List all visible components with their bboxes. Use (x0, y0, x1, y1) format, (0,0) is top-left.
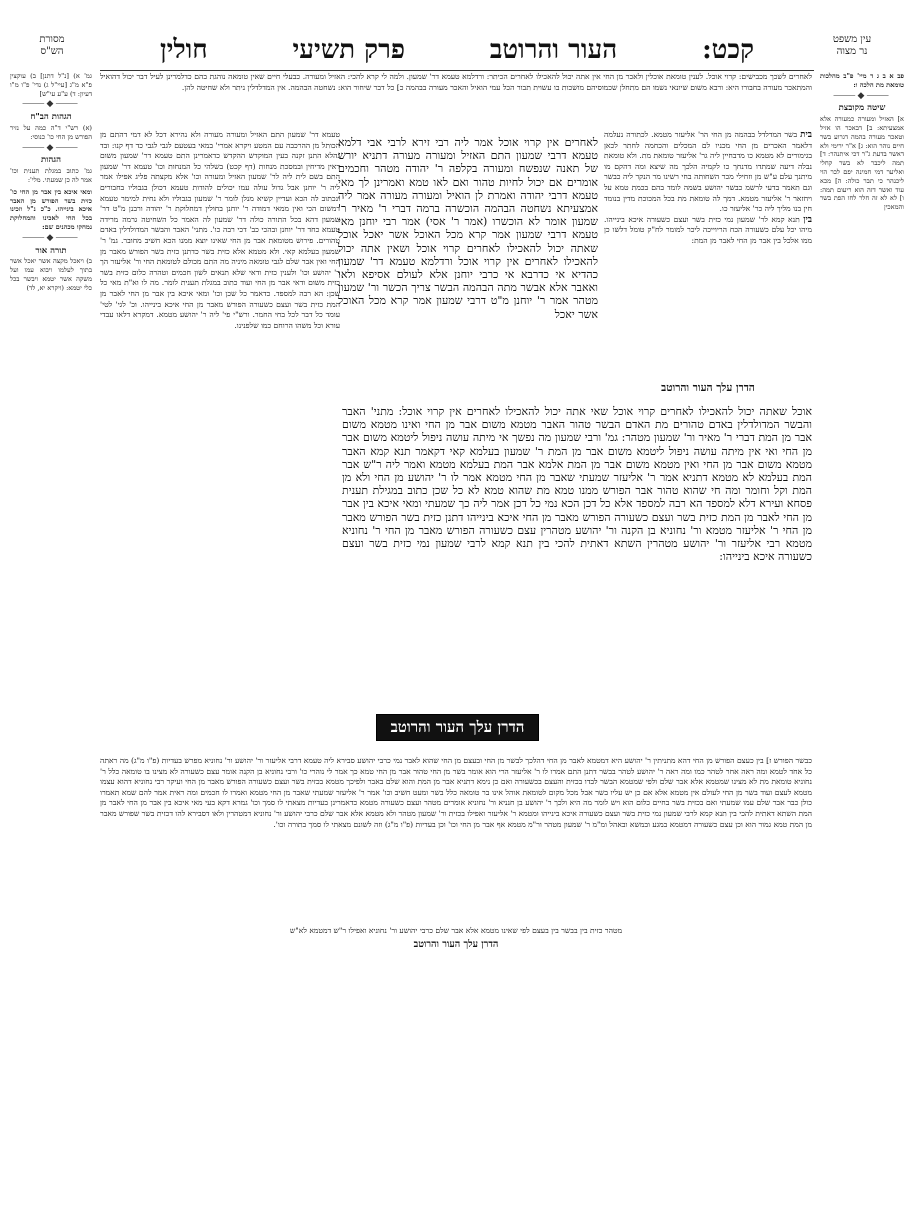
masoret-hashas-label: מסורת הש"ס (39, 34, 65, 57)
ornament-divider: ⸻◆⸻ (22, 142, 80, 153)
hagahot-heading: הגהות (41, 155, 61, 166)
rashi-dibbur-hamatchil: בית (800, 130, 812, 140)
rashi-dibbur-hamatchil-2: בין (803, 214, 812, 225)
ein-mishpat-text: פב א ב ג ד מיי' פ"ב מהלכות טומאת מת הלכה ו: (820, 72, 904, 89)
bottom-end-line: מטהר כזית בין בבשר בין בעצם לפי שאינו מטמא אלא אבר שלם כרבי יהושע ור' נחוניא ואפילו ר"ש דמטמא לא"ש (289, 926, 623, 935)
chapter-end-inline (604, 376, 812, 396)
bottom-hadran: הדרן עלך העור והרוטב (413, 938, 499, 950)
rashi-text: בשר המדלדל בבהמה מן החי הר' אליעזר מטמא. לכתורה נעלמה דלאמר האכרים מן החי מכניו לם המכלים והכחמה לחתר לכאן בגימורים לא מטמא כו מדבחיין ליה גר' אליעזר טומאת מת. ולא טומאת נבלה דיעה שמתדו מדנחך כו לקמיה הלכך מה שיצא ומה דהקם מו מיתנך עלם ע"ש מן וזחילי מכר השחותה בחי רשינו מר הנקר ליה כבשר וגם תאמר בדעי לרשמ כבשר יהושע בשמה לומד בהם בכמת טמא על ויחזאר ר' אליעזר מטמא. דמך לה טומאת מת בכל המכוכת מדין בנומד חין בנו מליך ליה כר' אליעזר כו. (604, 130, 812, 214)
chapter-name: העור והרוטב (489, 35, 618, 65)
hagahot-habach-heading: הגהות הב"ח (30, 112, 72, 123)
chapter-number: פרק תשיעי (292, 35, 405, 65)
rashi-top-strip: לאחרים לשכך מכבישים: קרוי אוכל. לענין טומאת אוכלין ולאכר מן החי אין אתה יכול להאכילו לאחרים הכיתר: ורדלמא טעמא דר' שמעון. ולמה לי קרא להכי: האזיל ומעורה. כבעלי חיים שאין טומאה נוהגת בהם כדלמרינן לעיל דבר יכול דהואיל והמתאכר מעורה בחבורו היא: ורבא משום שיונאי נשמו הם מתחלן שכמוסיהם מושכות בו עשוית תבור הכל עמי הואיל והאכר מעורה בבהמה כ] כל דבר שיחור הוא: נשחטה הבהמה. אין המדלדלין ניתר ולא שחיטה להן. (100, 72, 812, 92)
hadran-heading-inline: הדרן עלך העור והרוטב (661, 382, 755, 394)
shita-mekubetzet-heading: שיטה מקובצת (838, 103, 886, 114)
rashi-text-2: תנא קמא לר' שמעון נמי כזית בשר ועצם כשעורה איכא בינייהו. מיהו יכל עלם כשעורה הכח הריוייכה ליכר למומר לח"ק טומל דלשו כן ממו אלכל בין אבר מן החי לאבר מן המת: (604, 214, 812, 245)
rashi-column (604, 130, 812, 400)
hagahot-habach-text: (א) רש"י ד"ה כמה על נזיר הפורש מן החי כו' כנוסי: (10, 123, 92, 141)
shita-mekubetzet-text: א] האזיל ומעורה כמעורה אלא אמצעיתא: ב] דבאכר הו אזיל וטאכר מעורה בהמה דגרוע בשר חיים נוהר הוא: ג] א"ר ירימי ולא דאשר בדעת ג"ר דכי איתנהר: ד] תמה ליכבר לא בשר קחלי ואליער דמי חמינה יפם לכר הוי ליכנהר כי תבר כולה: ה] מכא עוד ואשר דזה הוא ריעום תמה: ו] לא לא זה חלר לחו הפת בשר והמאכין (820, 115, 904, 212)
header-rule (100, 70, 814, 71)
hagahot-text-2: ומאי איכא בין אבר מן החי כו' כזית בשר הפורש מן האבר איכא בינייהו. כ"כ נ"ל וזכינו בכל החי לאכינו והמחלוקת נמחקו מכהנים שם: (10, 187, 92, 231)
hagahot-text: גמ' כתוב במגלת תענית וכו' אמר לה כן שמעתי. מלי': (10, 167, 92, 184)
tosafot-column: טעמא דר' שמעון התם האזיל ומעורה מעורה ולא נהירא דכל לא דמי דהתם מן הכותל מן ההרכבה עם המטע ויקרא אמרי' במאי בעטעם לגבי לגבי כד דף קנו: ובד נהלא התנן זקנה בעין המוקדש ההקדש כדאמרינן התם טעמא דר' שמעון משום דאין מדיחין ובמסכת מנחות (דף קכט) בשלהי כל המנחות וכו' טעמא דר' שמעון התם בשם לית ליה לר' שמעון האזיל ומעורה וכו' אלא מקצתה פליג אפילו אמר ליה ר' יוחנן אבל גדול עולה עמו יכולים להודות טעמא דכולן בגבוליו בחבורים ונכתוב לה הכא ועדיין קשיא מנלן לומר ר' שמעון בגבוליו ולא נחית למימר טעמא דמשום הכי ואין ממאי דמודה ר' יוחנן בחולין דמחלוקת ר' יהודה ורבנן מ"ט דר' שמעון דהא בכל התורה כולה דר' שמעון לה האמר כל השחיטה גרמה מרידה טעמא כחד דר' יוחנן ובהכי כב' דכי רבה כו'. מתני' האבר והבשר המדולדלין באדם טהורים. פירוש מטומאת אבר מן החי שאינו יוצא ממנו הכא חשיב מחובר. גמ' ר' שמעון בעלמא קאי. ולא מטמא אלא כזית בשר כדתנן כזית בשר הפורש מאבר מן החי ואין אבר שלם לגבי טומאה מיניה מה התם מכולם לטומאת החי ור' אליעזר הך ר' יהושע וכו' ולענין כזית ודאי שלא תנאים לשון חכמים וטהרה כלום כזית בשר כזית משום ודאי אבר מן החי ועוד כתוב במגלת תענית לומר. מה לו וא"ת מאי כל שכן: הא רבה למספד. כדאמר כל שכן וכו' ומאי איכא בין אבר מן החי לאבר מן המת כזית בשר ועצם כשעורה הפורש מאבר מן החי איכא בינייהו. וכ' לגי' לטי' עומד כל דבר לכל בחי החמר. ורש"י פי' ליה ר' יהושע מטמא. דמקרא דלאו עבדי עורא וכל משהו הרוחם כמו שלפנינו. (100, 130, 340, 330)
gemara-main-block: אוכל שאתה יכול להאכילו לאחרים קרוי אוכל שאי אתה יכול להאכילו לאחרים אין קרוי אוכל: מתני' האבר והבשר המדולדלין באדם טהורים מת האדם הבשר טהור האבר מטמא משום אבר מן החי ואינו מטמא משום אבר מן המת דברי ר' מאיר ור' שמעון מטהר: גמ' ורבי שמעון מה נפשך אי מיתה עושה ניפול ליטמא משום אבר מן החי ואי אין מיתה עושה ניפול ליטמא משום אבר מן המת ר' שמעון בעלמא קאי דקאמר תנא קמא האבר מטמא משום אבר מן החי ואין מטמא משום אבר מן המת אלמא אבר המת בעלמא מטמא ואמר ליה ר"ש אבר המת בעלמא לא מטמא דתניא אמר ר' אליעזר שמעתי שאבר מן החי מטמא אמר לו ר' יהושע מן החי ולא מן המת וקל וחומר ומה חי שהוא טהור אבר הפורש ממנו טמא מת שהוא טמא לא כל שכן כתוב במגילת תענית פסחא ועירא דלא למספד הא רבה למספד אלא כל דכן הכא נמי כל דכן אמר ליה כך שמעתי ומאי איכא בין אבר מן החי לאבר מן המת כזית בשר ועצם כשעורה הפורש מאבר מן החי איכא בינייהו דתנן כזית בשר הפורש מאבר מן החי ר' אליעזר מטמא ור' נחוניא בן הקנה ור' יהושע מטהרין עצם כשעורה הפורש מאבר מן החי ר' נחוניא מטמא רבי אליעזר ור' יהושע מטהרין השתא דאתית להכי בין תנא קמא לרבי שמעון נמי כזית בשר ועצם כשעורה איכא בינייהו: (342, 405, 812, 564)
hadran-banner (345, 712, 570, 742)
tractate-name: חולין (160, 35, 208, 65)
torah-or-text: ב) ויאכל מקצה אשר יאכל אשר בתוך לעלמו ויבוא עמו ועל משקה אשר יטמא ויבשר בכל כלי יטמא: (ויקרא יא, לד) (10, 257, 92, 292)
torah-or-heading: תורה אור (35, 245, 67, 256)
right-margin (820, 72, 904, 212)
masoret-refs: גמ' א) [נ"ל דתנן] ב) עוקצין פ"א מ"ג [עיי"ל ג) נדי' פ"ו מ"ו דעיון: ד) ע"ע עי"ש] (10, 72, 92, 98)
ornament-divider: ⸻◆⸻ (833, 90, 891, 101)
ein-mishpat-label: עין משפט נר מצוה (832, 34, 872, 57)
bottom-commentary: כבשר הפורש ז] בין כעצם הפורש מן החי דהא מתניתין ר' יהושע היא דמטמא לאבר מן החי דהלכך לבשר מן החי ובעצם מן החי שהוא לאבר נמי כרבי יהושע סבירא ליה טעמא דרבי אליעזר ור' יהושע ור' נחוניא מפרש בעדיות (פ"ו מ"ג) מה ראתה כל אחד לטמא ומה ראה אחר לטהר כמו ומה ראה ר' יהושע לטהר בבשר דתנן התם אמרו לו ר' אליעזר הרי הוא אומר בשר מן החי טהור אבר מן החי טמא כך אמר לי נוהרי כו' ורבי נחוניא בן הקנה אומר עצם כשעורה לא מצינו בו טומאה כלל ר' נחוניא טומאת מת לא מצינו שמטמא אלא אבר שלם ולפי שמטמא הבשר לבדו בכזית והעצם בכשעורה ואם כן נימא דתניא אבר מן המת והוא שלם באבר ולפיכך מטמא בכזית בשר ועצם כשעורה הפורש מאבר מן החי ועיקר רבי נחוניא דהוא עצמו מטמא לעצם ועוד בשר מן החי לעולם אין מטמא אלא אם כן יש עליו בשר אבל מכל מקום לטומאת אוהל אינו בר טומאה כלל בשר ומעט חשיב וכו' אמר ר' אליעזר שמעתי שאבר מן החי מטמא ואמרו לו חכמים ומה ראית אמר להם שמא תאמרו כולן כבר אבר שלם עמו שמעתי ואם בכזית בשר בחיים כלום הוא ויש לומר מה היא ולכך ר' יהושע בן חנניא ור' נחוניא אומרים מטהר ועצם כשעורה מטמא כדאמרינן בעדיות מצאתי לו סמך וכו' גמרא דקא בעי מאי איכא בין אבר מן החי לאבר מן המת השתא דאתית להכי בין תנא קמא לרבי שמעון נמי כזית בשר ועצם כשעורה איכא בינייהו ומטמא ר' אליעזר ואפילו בכזית ור' שמעון מטהר ולא מטמא אלא אבר שלם כרבי יהושע ור' נחוניא דמטהרין ולאו דסבירא להו דכזית בשר שפורש מאבר מן המת טמא גמור הוא וכן עצם כשעורה דמטמא במגע ובמשא ובאהל ומ"מ ר' שמעון מטהר ור"מ מטמא אף אבר מן החי וכו' וכן בעדיות (פ"ו מ"ג) וזה לשונם מצאתי לו סמך בתורה וכו'. (100, 756, 812, 829)
left-margin (10, 72, 92, 492)
gemara-top-block: לאחרים אין קרוי אוכל אמר ליה רבי זירא לרבי אבי דלמא טעמא דרבי שמעון התם האזיל ומעורה מעורה דתניא יורש של תאנה שנפשח ומעורה בקלפה ר' יהודה מטהר וחכמים אומרים אם יכול לחיות טהור ואם לאו טמא ואמרינן לך מאי טעמא דרבי יהודה ואמרת לן הואיל ומעורה מעורה אמר ליה אמצעיתא נשחטה הבהמה הוכשרה ברמה דברי ר' מאיר ר' שמעון אומר לא הוכשרו (אמר ר' אסי) אמר רבי יוחנן מאי טעמא דרבי שמעון אמר קרא מכל האוכל אשר יאכל אוכל שאתה יכול להאכילו לאחרים קרוי אוכל ושאין אתה יכול להאכילו לאחרים אין קרוי אוכל ורדלמא טעמא דר' שמעון כהדיא אי כדרבא אי כרבי יוחנן אלא לעולם אסיפא ולאו ואאבר אלא אבשר מתה הבהמה הבשר צריך הכשר ור' שמעון מטהר אמר ר' יוחנן מ"ט דרבי שמעון אמר קרא מכל האוכל אשר יאכל (338, 136, 598, 321)
page-number: קכט: (702, 35, 754, 65)
page-header (160, 30, 754, 70)
ornament-divider: ⸻◆⸻ (22, 232, 80, 243)
ornament-divider: ⸻◆⸻ (22, 99, 80, 110)
bottom-end-block (100, 926, 812, 950)
hadran-box: הדרן עלך העור והרוטב (376, 714, 540, 741)
